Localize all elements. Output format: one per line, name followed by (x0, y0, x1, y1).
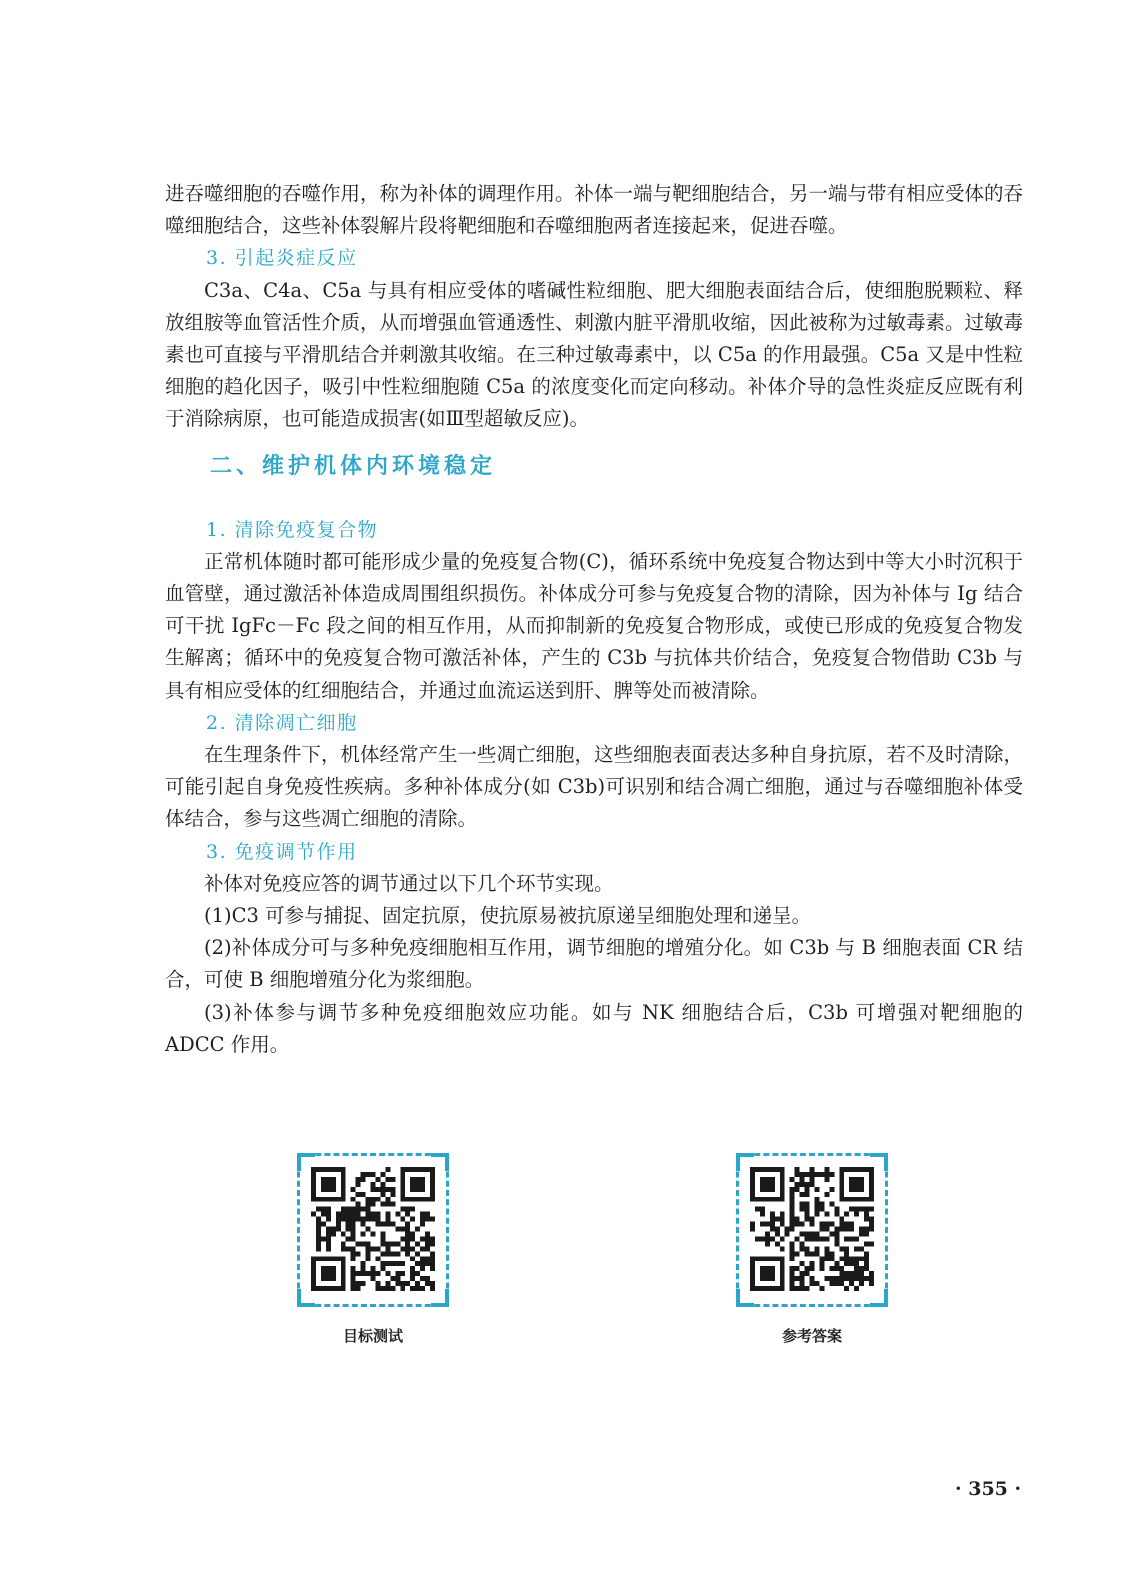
qr-caption-answers: 参考答案 (781, 1327, 842, 1345)
subheading-regulation: 3. 免疫调节作用 (206, 840, 358, 863)
qr-code-answers[interactable] (736, 1153, 888, 1307)
page-number: · 355 · (955, 1478, 1022, 1500)
qr-code-test[interactable] (297, 1153, 449, 1307)
paragraph-anaphylatoxin: C3a、C4a、C5a 与具有相应受体的嗜碱性粒细胞、肥大细胞表面结合后，使细胞脱颗粒、释放组胺等血管活性介质，从而增强血管通透性、刺激内脏平滑肌收缩，因此被称为过敏毒素。过敏毒素也可直接与平滑肌结合并刺激其收缩。在三种过敏毒素中，以 C5a 的作用最强。C5a 又是中性粒细胞的趋化因子，吸引中性粒细胞随 C5a 的浓度变化而定向移动。补体介导的急性炎症反应既有利于消除病原，也可能造成损害(如Ⅲ型超敏反应)。 (165, 278, 1024, 431)
section-heading: 二、维护机体内环境稳定 (210, 453, 497, 479)
paragraph-opsonization: 进吞噬细胞的吞噬作用，称为补体的调理作用。补体一端与靶细胞结合，另一端与带有相应受体的吞噬细胞结合，这些补体裂解片段将靶细胞和吞噬细胞两者连接起来，促进吞噬。 (165, 182, 1024, 238)
paragraph-apoptotic: 在生理条件下，机体经常产生一些凋亡细胞，这些细胞表面表达多种自身抗原，若不及时清除，可能引起自身免疫性疾病。多种补体成分(如 C3b)可识别和结合凋亡细胞，通过与吞噬细胞补体受体结合，参与这些凋亡细胞的清除。 (165, 743, 1024, 831)
paragraph-immune-complex: 正常机体随时都可能形成少量的免疫复合物(C)，循环系统中免疫复合物达到中等大小时沉积于血管壁，通过激活补体造成周围组织损伤。补体成分可参与免疫复合物的清除，因为补体与 Ig 结合可干扰 IgFc－Fc 段之间的相互作用，从而抑制新的免疫复合物形成，或使已形成的免疫复合物发生解离；循环中的免疫复合物可激活补体，产生的 C3b 与抗体共价结合，免疫复合物借助 C3b 与具有相应受体的红细胞结合，并通过血流运送到肝、脾等处而被清除。 (165, 549, 1023, 702)
subheading-apoptotic: 2. 清除凋亡细胞 (206, 711, 358, 734)
page-content (165, 178, 1023, 1061)
paragraph-regulation-2: (2)补体成分可与多种免疫细胞相互作用，调节细胞的增殖分化。如 C3b 与 B 细胞表面 CR 结合，可使 B 细胞增殖分化为浆细胞。 (165, 936, 1023, 992)
subheading-immune-complex: 1. 清除免疫复合物 (206, 518, 379, 541)
qr-caption-test: 目标测试 (342, 1327, 403, 1345)
subheading-inflammation: 3. 引起炎症反应 (206, 247, 358, 270)
paragraph-regulation-1: (1)C3 可参与捕捉、固定抗原，使抗原易被抗原递呈细胞处理和递呈。 (204, 904, 812, 928)
qr-code-icon (750, 1166, 874, 1292)
paragraph-regulation-3: (3)补体参与调节多种免疫细胞效应功能。如与 NK 细胞结合后，C3b 可增强对靶细胞的 ADCC 作用。 (165, 1000, 1023, 1056)
paragraph-regulation-intro: 补体对免疫应答的调节通过以下几个环节实现。 (204, 871, 614, 895)
qr-code-icon (311, 1166, 435, 1292)
